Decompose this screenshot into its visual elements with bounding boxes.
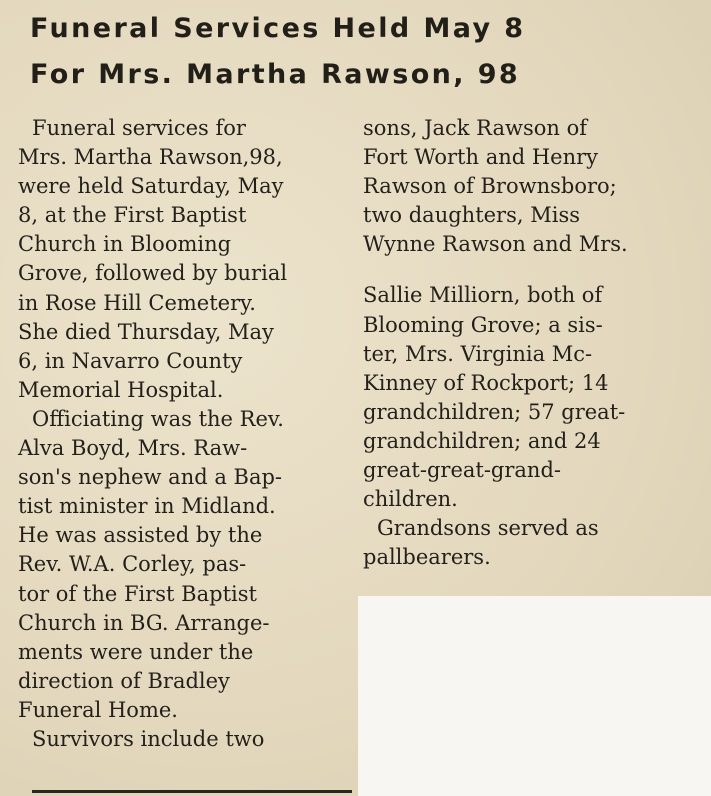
text-line: pallbearers. [363,545,491,570]
text-line: ter, Mrs. Virginia Mc- [363,341,593,366]
text-line: Grove, followed by burial [18,261,288,286]
text-line: Fort Worth and Henry [363,145,599,170]
text-line: two daughters, Miss [363,203,580,228]
text-line: She died Thursday, May [18,319,274,344]
text-line: Mrs. Martha Rawson,98, [18,145,283,170]
blank-paper-area [358,596,711,796]
text-line: Wynne Rawson and Mrs. [363,232,628,257]
text-line: direction of Bradley [18,668,230,693]
text-line: Kinney of Rockport; 14 [363,370,609,395]
text-line: grandchildren; 57 great- [363,399,626,424]
headline-line-2: For Mrs. Martha Rawson, 98 [30,59,521,90]
text-line: Grandsons served as [377,516,599,541]
text-line: children. [363,487,458,512]
text-line: He was assisted by the [18,523,263,548]
text-line: tist minister in Midland. [18,494,276,519]
text-line: grandchildren; and 24 [363,428,601,453]
right-column [363,114,708,572]
text-line: son's nephew and a Bap- [18,465,283,490]
text-line: Memorial Hospital. [18,377,224,402]
text-line: Rev. W.A. Corley, pas- [18,552,247,577]
column-rule [32,790,352,793]
text-line: in Rose Hill Cemetery. [18,290,256,315]
text-line: Funeral services for [32,116,246,140]
text-line: Officiating was the Rev. [32,406,284,431]
headline [30,6,700,98]
text-line: Sallie Milliorn, both of [363,283,603,308]
text-line: Survivors include two [32,726,265,751]
left-column [18,114,363,754]
text-line: Rawson of Brownsboro; [363,174,617,199]
headline-line-1: Funeral Services Held May 8 [30,13,526,44]
text-line: Alva Boyd, Mrs. Raw- [18,436,248,461]
text-line: Church in Blooming [18,232,232,257]
text-line: Church in BG. Arrange- [18,610,270,635]
text-line: 6, in Navarro County [18,348,243,373]
text-line: were held Saturday, May [18,174,284,199]
text-line: great-great-grand- [363,458,561,483]
column-break [363,259,708,281]
text-line: 8, at the First Baptist [18,203,247,228]
text-line: Blooming Grove; a sis- [363,312,603,337]
text-line: Funeral Home. [18,697,178,722]
text-line: tor of the First Baptist [18,581,257,606]
text-line: sons, Jack Rawson of [363,116,587,140]
text-line: ments were under the [18,639,254,664]
